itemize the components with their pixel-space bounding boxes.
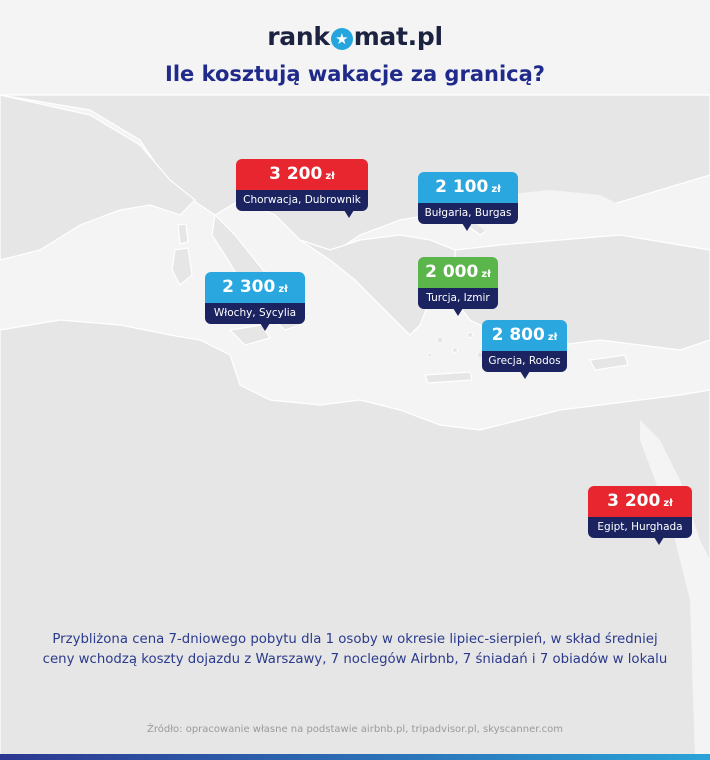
tag-pointer <box>654 537 664 545</box>
price-tag-turkey <box>418 257 498 309</box>
price-tag-croatia <box>236 159 368 211</box>
price-value: 3 200 zł <box>588 486 692 517</box>
price-value: 3 200 zł <box>236 159 368 190</box>
price-tag-italy <box>205 272 305 324</box>
description-text: Przybliżona cena 7-dniowego pobytu dla 1 osoby w okresie lipiec-sierpień, w skład średniej ceny wchodzą koszty dojazdu z Warszawy, 7 noclegów Airbnb, 7 śniadań i 7 obiadów w lokalu <box>42 632 668 667</box>
destination-label: Bułgaria, Burgas <box>418 203 518 224</box>
price-value: 2 300 zł <box>205 272 305 303</box>
destination-label: Egipt, Hurghada <box>588 517 692 538</box>
price-tag-egypt <box>588 486 692 538</box>
price-value: 2 800 zł <box>482 320 567 351</box>
logo-suffix: mat.pl <box>353 22 443 51</box>
tag-pointer <box>462 223 472 231</box>
tag-pointer <box>344 210 354 218</box>
destination-label: Turcja, Izmir <box>418 288 498 309</box>
bottom-accent-bar <box>0 754 710 760</box>
tag-pointer <box>520 371 530 379</box>
tag-pointer <box>453 308 463 316</box>
price-tag-bulgaria <box>418 172 518 224</box>
destination-label: Włochy, Sycylia <box>205 303 305 324</box>
logo-prefix: rank <box>267 22 330 51</box>
rankomat-logo <box>0 22 710 51</box>
price-value: 2 000 zł <box>418 257 498 288</box>
source-note: Źródło: opracowanie własne na podstawie airbnb.pl, tripadvisor.pl, skyscanner.com <box>146 724 563 735</box>
price-tag-greece <box>482 320 567 372</box>
tag-pointer <box>260 323 270 331</box>
destination-label: Chorwacja, Dubrownik <box>236 190 368 211</box>
star-icon: ★ <box>331 28 353 50</box>
price-value: 2 100 zł <box>418 172 518 203</box>
destination-label: Grecja, Rodos <box>482 351 567 372</box>
page-title: Ile kosztują wakacje za granicą? <box>165 62 545 86</box>
